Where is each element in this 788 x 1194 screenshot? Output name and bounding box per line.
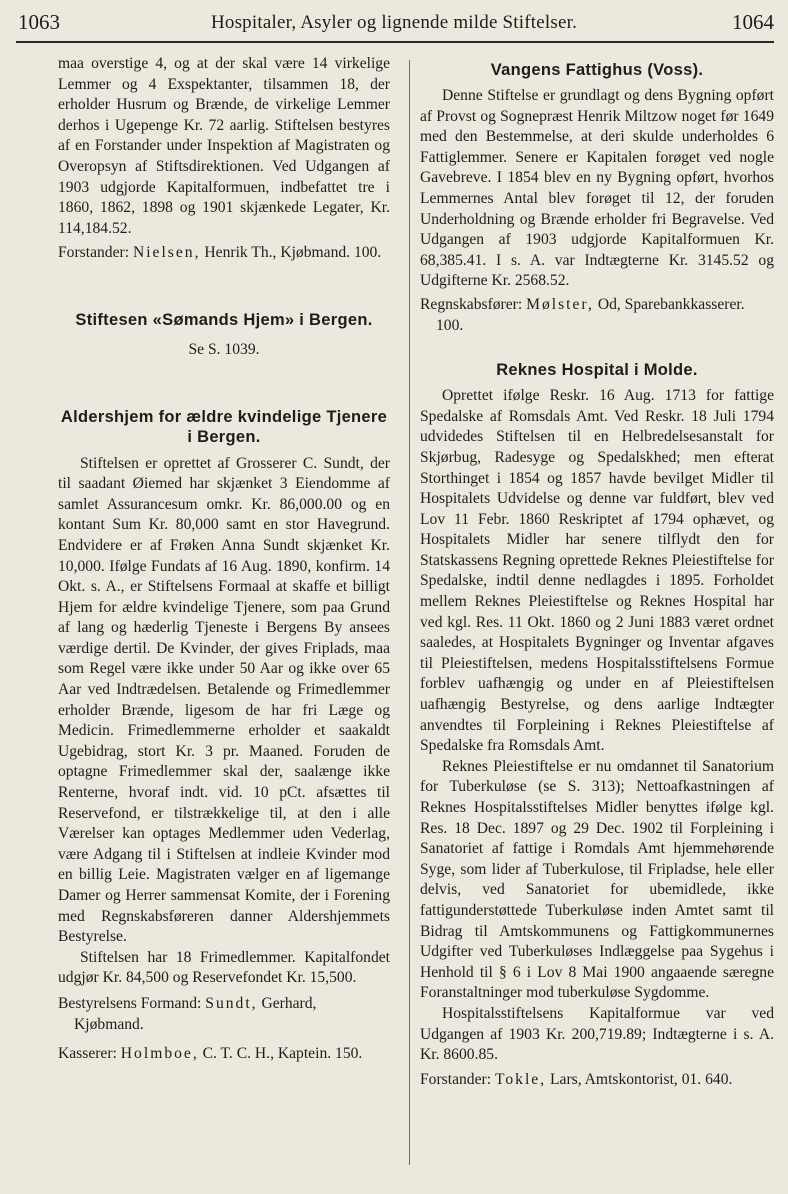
running-title: Hospitaler, Asyler og lignende milde Stiftelser. — [210, 12, 578, 33]
reknes-paragraph-2: Reknes Pleiestiftelse er nu omdannet til Sanatorium for Tuberkuløse (se S. 313); Nettoafkastningen af Reknes Hospitalsstiftelses Midler benyttes ifølge kgl. Res. 18 Dec. 1897 og 29 Dec. 1902 til Forpleining i Sanatoriet af fattige i Romdals Amt hjemmehørende Syge, som lider af Tuberkulose, til Fripladse, hele eller delvis, ved Sanatoriet for ubemidlede, ikke fattigunderstøttede Tuberkuløse inden Amtet samt til Bidrag til Amtskommunens og Fattigkommunernes Udgifter ved Tuberkuløses Indlæggelse paa Sygehus i Henhold til § 6 i Lov 8 Mai 1900 angaaende særegne Foranstaltninger mod tuberkuløse Sygdomme. — [420, 757, 774, 1002]
aldershjem-paragraph-1: Stiftelsen er oprettet af Grosserer C. Sundt, der til saadant Øiemed har skjænket 3 Eiendomme af samlet Assurancesum omkr. Kr. 86,000.00 og en kontant Sum Kr. 80,000 samt en stor Havegrund. Endvidere er af Frøken Anna Sundt skjænket Kr. 10,000. Ifølge Fundats af 16 Aug. 1890, konfirm. 14 Okt. s. A., er Stiftelsens Formaal at skaffe et billigt Hjem for ældre kvindelige Tjenere, som paa Grund af lang og hæderlig Tjeneste i Bergens By ansees værdige dertil. De Kvinder, der gives Friplads, maa som Regel være ikke under 50 Aar og ikke over 65 Aar ved Indtrædelsen. Betalende og Frimedlemmer erholder Brænde, ligesom de har fri Læge og Medicin. Frimedlemmerne erholder et saakaldt Ugebidrag, stort Kr. 3 pr. Maaned. Foruden de optagne Frimedlemmer skal der, saalænge ikke Renterne, hvoraf indt. vid. 10 pCt. afsættes til Reservefond, er tilstrækkelige til, at den i alle Værelser kan optages Medlemmer uden Vederlag, være Adgang til i Stiftelsen at indleie Kvinder mod en billig Leie. Magistraten vælger en af ligemange Damer og Herrer sammensat Komite, der i Forening med Regnskabsføreren danner Aldershjemmets Bestyrelse. — [58, 454, 390, 946]
kasserer-label: Kasserer: — [58, 1045, 117, 1063]
regnskabsforer-label: Regnskabsfører: — [420, 295, 523, 313]
page-header — [0, 0, 788, 44]
aldershjem-paragraph-2: Stiftelsen har 18 Frimedlemmer. Kapitalfondet udgjør Kr. 84,500 og Reservefondet Kr. 15,500. — [58, 948, 390, 987]
section-heading-aldershjem: Aldershjem for ældre kvindelige Tjenere i Bergen. — [60, 407, 388, 446]
forstander-details: Henrik Th., Kjøbmand. 100. — [204, 244, 382, 262]
formand-details: Gerhard, Kjøbmand. — [74, 994, 317, 1033]
kasserer-name: Holmboe, — [120, 1045, 199, 1063]
formand-name: Sundt, — [205, 994, 258, 1012]
regnskabsforer-name: Mølster, — [526, 295, 594, 313]
reknes-paragraph-3: Hospitalsstiftelsens Kapitalformue var ved Udgangen af 1903 Kr. 200,719.89; Indtægterne i s. A. Kr. 8600.85. — [420, 1004, 774, 1064]
forstander-line — [58, 243, 390, 264]
forstander-name: Nielsen, — [132, 244, 201, 262]
reknes-paragraph-1: Oprettet ifølge Reskr. 16 Aug. 1713 for fattige Spedalske af Romsdals Amt. Ved Reskr. 18 Juli 1794 udvidedes Stiftelsen til en Helbredelsesanstalt for Skjørbug, Radesyge og Spedalskhed; men efterat Storthinget i 1854 og 1857 havde bevilget Midler til Hospitalets Udvidelse og denne var fuldført, blev ved Lov 11 Febr. 1860 Reskriptet af 1794 ophævet, og Hospitalets Midler har senere tilflydt den for Statskassens Regning oprettede Reknes Pleiestiftelse for Spedalske, indtil denne nedlagdes i 1895. Forholdet mellem Reknes Pleiestiftelse og Reknes Hospital har ved kgl. Res. 11 Okt. 1860 og 2 Juni 1883 været ordnet saaledes, at Hospitalets Bygninger og Inventar afgaves til Pleiestiftelsen, medens Hospitalsstiftelsens Formue forblev uafhængig og under en af Pleiestiftelsen uafhængig Bestyrelse, og dens aarlige Indtægter anvendtes til Forpleining i Reknes Pleiestiftelse af Spedalske fra Romsdals Amt. — [420, 387, 774, 755]
header-rule — [16, 41, 774, 43]
vangens-paragraph: Denne Stiftelse er grundlagt og dens Bygning opført af Provst og Sognepræst Henrik Miltzow noget før 1649 med den Bestemmelse, at deri skulde underholdes 6 Fattiglemmer. Senere er Kapitalen forøget ved nogle Gavebreve. I 1854 blev en ny Bygning opført, hvorhos Lemmernes Antal blev forøget til 12, der foruden Underholdning og Brænde erholder fri Begravelse. Ved Udgangen af 1903 udgjorde Kapitalformuen Kr. 68,385.41. I s. A. var Indtægterne Kr. 3145.52 og Udgifterne Kr. 2568.52. — [420, 87, 774, 290]
formand-line — [58, 994, 390, 1035]
section-heading-somands-hjem: Stiftesen «Sømands Hjem» i Bergen. — [75, 310, 373, 329]
column-divider — [409, 60, 410, 1165]
regnskabsforer-line — [420, 295, 774, 336]
intro-paragraph: maa overstige 4, og at der skal være 14 virkelige Lemmer og 4 Exspektanter, tilsammen 18, der erholder Husrum og Brænde, de virkelige Lemmer derhos i Ugepenge Kr. 72 aarlig. Stiftelsen bestyres af en Forstander under Inspektion af Magistraten og Overopsyn af Stiftsdirektionen. Ved Udgangen af 1903 udgjorde Kapitalformuen, indbefattet tre i 1860, 1862, 1898 og 1901 skjænkede Legater, Kr. 114,184.52. — [58, 55, 390, 237]
reknes-forstander-label: Forstander: — [420, 1070, 492, 1088]
cross-reference: Se S. 1039. — [188, 340, 260, 358]
page-number-left: 1063 — [18, 10, 60, 34]
formand-label: Bestyrelsens Formand: — [58, 994, 202, 1012]
section-heading-vangens: Vangens Fattighus (Voss). — [490, 61, 704, 79]
forstander-label: Forstander: — [58, 244, 130, 262]
reknes-forstander-name: Tokle, — [494, 1070, 547, 1088]
kasserer-details: C. T. C. H., Kaptein. 150. — [202, 1045, 363, 1063]
reknes-forstander-details: Lars, Amtskontorist, 01. 640. — [550, 1070, 733, 1088]
regnskabsforer-details: Od, Sparebankkasserer. 100. — [436, 295, 745, 334]
right-column — [420, 54, 774, 1090]
reknes-forstander-line — [420, 1070, 774, 1091]
kasserer-line — [58, 1044, 390, 1065]
page-number-right: 1064 — [732, 10, 774, 34]
left-column — [58, 54, 390, 1065]
section-heading-reknes: Reknes Hospital i Molde. — [496, 361, 698, 380]
